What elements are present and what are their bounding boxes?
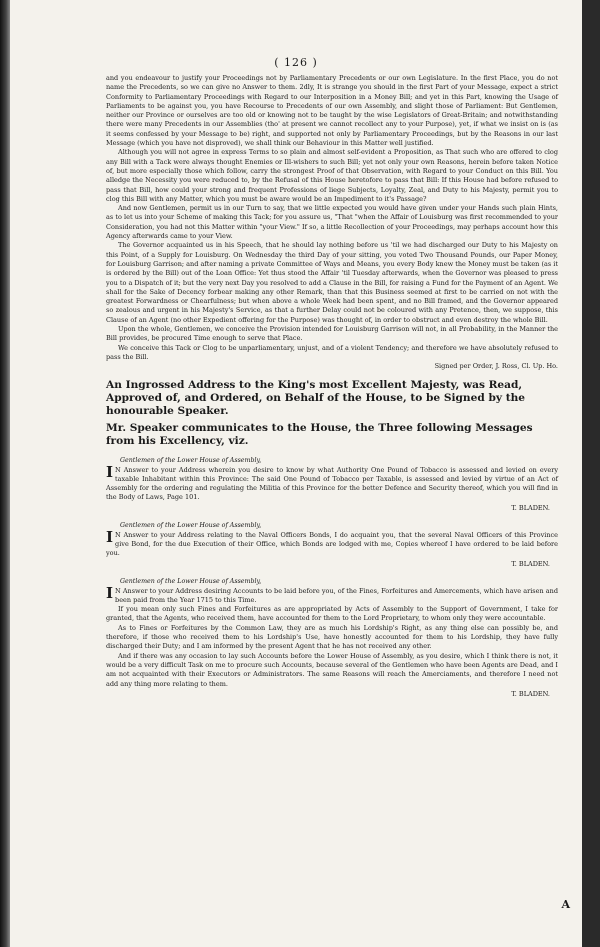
message-3-salutation: Gentlemen of the Lower House of Assembly, xyxy=(120,577,262,585)
message-3-drop-cap: I xyxy=(106,583,114,602)
reply-signature: Signed per Order, J. Ross, Cl. Up. Ho. xyxy=(434,362,558,371)
reply-paragraph-5: Upon the whole, Gentlemen, we conceive the Provision intended for Louisburg Garrison will not, in all Probability, in the Manner the Bill provides, be procured Time enough to serve that Place. xyxy=(106,325,558,343)
message-2-signoff: T. BLADEN. xyxy=(511,559,550,568)
message-3-text: N Answer to your Address desiring Accounts to be laid before you, of the Fines, Forfeitures and Amercements, which have arisen and been paid from the Year 1715 to this Time. xyxy=(115,586,558,604)
message-1-text: N Answer to your Address wherein you desire to know by what Authority One Pound of Tobacco is assessed and levied on every taxable Inhabitant within this Province: The said One Pound of Tobacco per Taxable, is assessed and levied by virtue of an Act of Assembly for the ordering and regulating the Militia of this Province for the better Defence and Security thereof, which you will find in the Body of Laws, Page 101. xyxy=(106,465,558,502)
document-page xyxy=(10,0,582,947)
catchword: A xyxy=(561,898,570,911)
message-3-paragraph-3: And if there was any occasion to lay such Accounts before the Lower House of Assembly, as you desire, which I think there is not, it would be a very difficult Task on me to procure such Accounts, because several of the Gentlemen who have been Agents are Dead, and I am not acquainted with their Executors or Administrators. The same Reasons will reach the Amerciaments, and therefore I need not add any thing more relating to them. xyxy=(106,651,558,688)
reply-paragraph-1: and you endeavour to justify your Proceedings not by Parliamentary Precedents or our own Legislature. In the first Place, you do not name the Precedents, so we can give no Answer to them. 2dly, It is strange you should in the first Part of your Message, expect a strict Conformity to Parliamentary Proceedings with Regard to our Interposition in a Money Bill; and yet in this Part, knowing the Usage of Parliaments to be against you, you have Recourse to Precedents of our own Assembly, and slight those of Parliament: But Gentlemen, neither our Province or ourselves are too old or knowing not to be taught by the wise Legislators of Great-Britain; and notwithstanding there were many Precedents in our Assemblies (tho' at present we cannot recollect any to your Purpose), yet, if what we insist on is (as it seems confessed by your Message to be) right, and supported not only by Parliamentary Proceedings, but by the Reasons in our last Message (which you have not disproved), we shall think our Behaviour in this Matter well justified. xyxy=(106,74,558,148)
message-2-body xyxy=(106,527,558,559)
message-3-signoff: T. BLADEN. xyxy=(511,689,550,698)
message-1 xyxy=(106,456,558,513)
messages-heading: Mr. Speaker communicates to the House, the Three following Messages from his Excellency, viz. xyxy=(106,421,533,447)
message-3-paragraph-1: If you mean only such Fines and Forfeitures as are appropriated by Acts of Assembly to the Support of Government, I take for granted, that the Agents, who received them, have accounted for them to the Lord Proprietary, to whom only they were accountable. xyxy=(106,605,558,623)
address-heading: An Ingrossed Address to the King's most Excellent Majesty, was Read, Approved of, and Ordered, on Behalf of the House, to be Signed by the honourable Speaker. xyxy=(106,378,526,417)
message-2 xyxy=(106,521,558,569)
reply-paragraph-6: We conceive this Tack or Clog to be unparliamentary, unjust, and of a violent Tendency; and therefore we have absolutely refused to pass the Bill. xyxy=(106,343,558,361)
message-1-drop-cap: I xyxy=(106,462,114,481)
message-1-body xyxy=(106,462,558,503)
reply-paragraph-4: The Governor acquainted us in his Speech, that he should lay nothing before us 'til we had discharged our Duty to his Majesty on this Point, of a Supply for Louisburg. On Wednesday the third Day of your sitting, you voted Two Thousand Pounds, our Paper Money, for Louisburg Garrison; and after naming a private Committee of Ways and Means, you every Body knew the Money must be taken (as it is ordered by the Bill) out of the Loan Office: Yet thus stood the Affair 'til Tuesday afterwards, when the Governor was pleased to press you to a Dispatch of it; but the very next Day you resolved to add a Clause in the Bill, for raising a Fund for the Payment of an Agent. We shall for the Sake of Decency forbear making any other Remark, than that this Business seemed at first to be carried on not with the greatest Forwardness or Chearfulness; but when above a whole Week had been spent, and no Bill framed, and the Governor appeared so zealous and urgent in his Majesty's Service, as that a further Delay could not be coloured with any Pretence, then, we suppose, this Clause of an Agent (no other Expedient offering for the Purpose) was thought of, in order to obstruct and even destroy the whole Bill. xyxy=(106,241,558,324)
page-number: ( 126 ) xyxy=(274,56,318,69)
message-2-salutation: Gentlemen of the Lower House of Assembly, xyxy=(120,521,262,529)
message-1-salutation: Gentlemen of the Lower House of Assembly, xyxy=(120,456,262,464)
reply-paragraph-3: And now Gentlemen, permit us in our Turn to say, that we little expected you would have given under your Hands such plain Hints, as to let us into your Scheme of making this Tack; for you assure us, "That "when the Affair of Louisburg was first recommended to your Consideration, you had not this Matter within "your View." If so, a little Recollection of your Proceedings, may perhaps account how this Agency afterwards came to your View. xyxy=(106,204,558,241)
reply-paragraph-2: Although you will not agree in express Terms to so plain and almost self-evident a Proposition, as That such who are offered to clog any Bill with a Tack were always thought Enemies or Ill-wishers to such Bill; yet not only your own Reasons, herein before taken Notice of, but more especially those which follow, carry the strongest Proof of that Observation, with Regard to your Conduct on this Bill. You alledge the Necessity you were reduced to, by the Refusal of this House heretofore to pass that Bill: If this House had before refused to pass that Bill, how could your strong and frequent Professions of liege Subjects, Loyalty, Zeal, and Duty to his Majesty, permit you to clog this Bill with any Matter, which you must be aware would be an Impediment to it's Passage? xyxy=(106,148,558,203)
text-column xyxy=(106,74,558,699)
message-3-paragraph-2: As to Fines or Forfeitures by the Common Law, they are as much his Lordship's Right, as any thing else can possibly be, and therefore, if those who received them to his Lordship's Use, have honestly accounted for them to his Lordship, they have fully discharged their Duty; and I am informed by the present Agent that he has not received any other. xyxy=(106,623,558,651)
message-3 xyxy=(106,577,558,699)
binding-gutter xyxy=(0,0,10,947)
message-2-drop-cap: I xyxy=(106,527,114,546)
message-1-signoff: T. BLADEN. xyxy=(511,503,550,512)
message-3-body xyxy=(106,583,558,606)
message-2-text: N Answer to your Address relating to the Naval Officers Bonds, I do acquaint you, that the several Naval Officers of this Province give Bond, for the due Execution of their Office, which Bonds are lodged with me, Copies whereof I have ordered to be laid before you. xyxy=(106,530,558,558)
